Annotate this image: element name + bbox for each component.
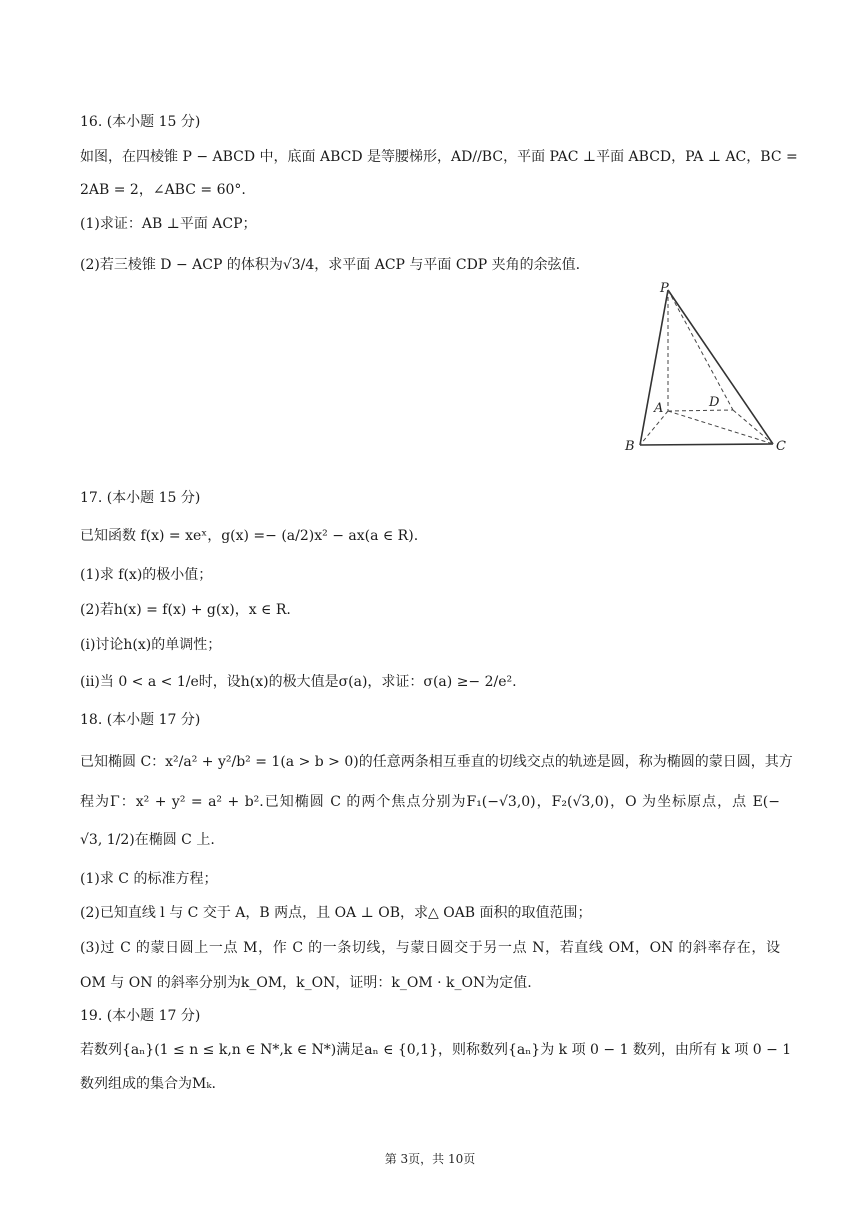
problem-19-header: 19. (本小题 17 分) — [80, 1008, 201, 1024]
edge-pb — [640, 290, 668, 445]
problem-16-line-1: 如图，在四棱锥 P − ABCD 中，底面 ABCD 是等腰梯形，AD//BC，平面 PAC ⊥平面 ABCD，PA ⊥ AC，BC = — [80, 149, 798, 165]
pyramid-diagram — [618, 278, 798, 458]
label-d: D — [709, 395, 720, 410]
problem-18-line-3: √3, 1/2)在椭圆 C 上. — [80, 832, 215, 848]
edge-ab — [640, 411, 668, 445]
problem-19-line-1: 若数列{aₙ}(1 ≤ n ≤ k,n ∈ N*,k ∈ N*)满足aₙ ∈ {0,1}，则称数列{aₙ}为 k 项 0 − 1 数列，由所有 k 项 0 − 1 — [80, 1042, 792, 1058]
edge-pc — [668, 290, 773, 444]
problem-17-part-1: (1)求 f(x)的极小值； — [80, 567, 213, 583]
edge-bc — [640, 444, 773, 445]
edge-ad — [668, 410, 733, 411]
label-c: C — [776, 439, 786, 454]
problem-17-part-2-i: (i)讨论h(x)的单调性； — [80, 637, 222, 653]
problem-19-line-2: 数列组成的集合为Mₖ. — [80, 1076, 216, 1092]
edge-pd — [668, 290, 733, 410]
problem-18-header: 18. (本小题 17 分) — [80, 712, 201, 728]
page-footer: 第 3页，共 10页 — [384, 1152, 476, 1166]
problem-18-part-3-cont: OM 与 ON 的斜率分别为k_OM，k_ON，证明：k_OM · k_ON为定值. — [80, 975, 532, 991]
problem-17-part-2-ii: (ii)当 0 < a < 1/e时，设h(x)的极大值是σ(a)，求证：σ(a) ≥− 2/e². — [80, 674, 517, 690]
problem-18-line-1: 已知椭圆 C：x²/a² + y²/b² = 1(a > b > 0)的任意两条相互垂直的切线交点的轨迹是圆，称为椭圆的蒙日圆，其方 — [80, 754, 793, 770]
problem-17-header: 17. (本小题 15 分) — [80, 490, 201, 506]
problem-18-part-3: (3)过 C 的蒙日圆上一点 M，作 C 的一条切线，与蒙日圆交于另一点 N，若直线 OM，ON 的斜率存在，设 — [80, 940, 780, 956]
problem-18-part-1: (1)求 C 的标准方程； — [80, 871, 218, 887]
problem-16-part-1: (1)求证：AB ⊥平面 ACP； — [80, 216, 257, 232]
problem-16-header: 16. (本小题 15 分) — [80, 114, 201, 130]
pyramid-figure — [618, 278, 798, 458]
label-a: A — [654, 401, 664, 416]
edge-ac — [668, 411, 773, 444]
problem-17-line-1: 已知函数 f(x) = xeˣ，g(x) =− (a/2)x² − ax(a ∈ R). — [80, 528, 419, 544]
problem-18-line-2: 程为Γ：x² + y² = a² + b².已知椭圆 C 的两个焦点分别为F₁(−√3,0)，F₂(√3,0)，O 为坐标原点，点 E(− — [80, 794, 780, 810]
problem-17-part-2: (2)若h(x) = f(x) + g(x)，x ∈ R. — [80, 602, 291, 618]
problem-16-line-2: 2AB = 2，∠ABC = 60°. — [80, 182, 246, 198]
problem-18-part-2: (2)已知直线 l 与 C 交于 A，B 两点，且 OA ⊥ OB，求△ OAB 面积的取值范围； — [80, 905, 592, 921]
label-b: B — [625, 439, 635, 454]
problem-16-part-2: (2)若三棱锥 D − ACP 的体积为√3/4，求平面 ACP 与平面 CDP 夹角的余弦值. — [80, 257, 581, 273]
label-p: P — [660, 281, 669, 296]
